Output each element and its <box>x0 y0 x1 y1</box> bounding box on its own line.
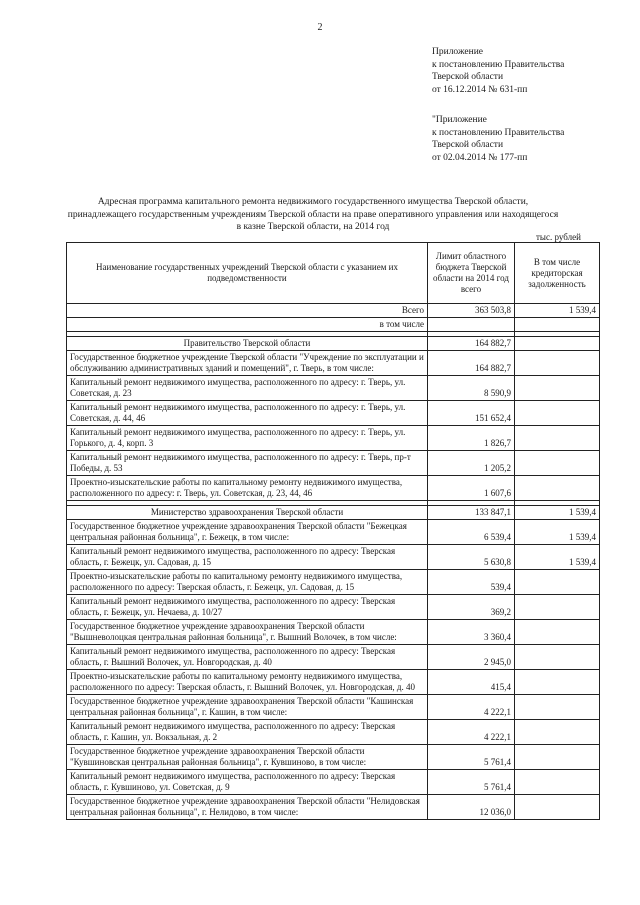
row-limit: 3 360,4 <box>428 620 515 645</box>
row-debt <box>515 595 600 620</box>
row-debt <box>515 670 600 695</box>
including-row <box>67 318 600 332</box>
section-limit: 164 882,7 <box>428 337 515 351</box>
units-label: тыс. рублей <box>536 232 581 242</box>
header-limit: Лимит областного бюджета Тверской области на 2014 год всего <box>428 243 515 304</box>
table-row <box>67 795 600 820</box>
row-debt <box>515 720 600 745</box>
section-heading-row <box>67 337 600 351</box>
row-limit: 12 036,0 <box>428 795 515 820</box>
row-name: Государственное бюджетное учреждение здравоохранения Тверской области "Вышневолоцкая центральная районная больница", г. Вышний Волочек, в том числе: <box>67 620 428 645</box>
row-limit: 5 630,8 <box>428 545 515 570</box>
table-row <box>67 770 600 795</box>
row-name: Капитальный ремонт недвижимого имущества, расположенного по адресу: Тверская область, г. Бежецк, ул. Садовая, д. 15 <box>67 545 428 570</box>
row-debt <box>515 426 600 451</box>
row-limit: 164 882,7 <box>428 351 515 376</box>
header-debt: В том числе кредиторская задолженность <box>515 243 600 304</box>
total-debt: 1 539,4 <box>515 304 600 318</box>
table-row <box>67 376 600 401</box>
total-label: Всего <box>67 304 428 318</box>
row-debt <box>515 570 600 595</box>
table-row <box>67 351 600 376</box>
table-row <box>67 720 600 745</box>
header-name: Наименование государственных учреждений Тверской области с указанием их подведомственности <box>67 243 428 304</box>
table-row <box>67 745 600 770</box>
table-row <box>67 451 600 476</box>
row-limit: 539,4 <box>428 570 515 595</box>
row-name: Государственное бюджетное учреждение Тверской области "Учреждение по эксплуатации и обслуживанию административных зданий и помещений", г. Тверь, в том числе: <box>67 351 428 376</box>
document-title: Адресная программа капитального ремонта недвижимого государственного имущества Тверской области, принадлежащего государственным учреждениям Тверской области на праве оперативного управления или находящегося в казне Тверской области, на 2014 год <box>67 197 559 232</box>
row-debt <box>515 645 600 670</box>
table-row <box>67 670 600 695</box>
row-debt <box>515 620 600 645</box>
row-name: Проектно-изыскательские работы по капитальному ремонту недвижимого имущества, расположенного по адресу: Тверская область, г. Бежецк, ул. Садовая, д. 15 <box>67 570 428 595</box>
table-row <box>67 545 600 570</box>
table-row <box>67 476 600 501</box>
row-name: Капитальный ремонт недвижимого имущества, расположенного по адресу: Тверская область, г. Вышний Волочек, ул. Новгородская, д. 40 <box>67 645 428 670</box>
row-name: Капитальный ремонт недвижимого имущества, расположенного по адресу: Тверская область, г. Бежецк, ул. Нечаева, д. 10/27 <box>67 595 428 620</box>
row-limit: 5 761,4 <box>428 770 515 795</box>
section-limit: 133 847,1 <box>428 506 515 520</box>
row-name: Государственное бюджетное учреждение здравоохранения Тверской области "Бежецкая центральная районная больница", г. Бежецк, в том числе: <box>67 520 428 545</box>
row-name: Капитальный ремонт недвижимого имущества, расположенного по адресу: Тверская область, г. Кашин, ул. Вокзальная, д. 2 <box>67 720 428 745</box>
table-row <box>67 595 600 620</box>
table-row <box>67 520 600 545</box>
row-limit: 6 539,4 <box>428 520 515 545</box>
row-name: Капитальный ремонт недвижимого имущества, расположенного по адресу: Тверская область, г. Кувшиново, ул. Советская, д. 9 <box>67 770 428 795</box>
row-limit: 1 607,6 <box>428 476 515 501</box>
row-name: Проектно-изыскательские работы по капитальному ремонту недвижимого имущества, расположенного по адресу: Тверская область, г. Вышний Волочек, ул. Новгородская, д. 40 <box>67 670 428 695</box>
row-name: Капитальный ремонт недвижимого имущества, расположенного по адресу: г. Тверь, ул. Горького, д. 4, корп. 3 <box>67 426 428 451</box>
row-name: Капитальный ремонт недвижимого имущества, расположенного по адресу: г. Тверь, ул. Советская, д. 23 <box>67 376 428 401</box>
section-debt: 1 539,4 <box>515 506 600 520</box>
row-limit: 8 590,9 <box>428 376 515 401</box>
row-limit: 4 222,1 <box>428 720 515 745</box>
section-heading-row <box>67 506 600 520</box>
section-debt <box>515 337 600 351</box>
row-name: Капитальный ремонт недвижимого имущества, расположенного по адресу: г. Тверь, пр-т Победы, д. 53 <box>67 451 428 476</box>
row-limit: 369,2 <box>428 595 515 620</box>
including-label: в том числе <box>67 318 428 332</box>
row-debt <box>515 351 600 376</box>
appendix-note-new: Приложение к постановлению Правительства Тверской области от 16.12.2014 № 631-пп <box>432 47 565 95</box>
table-row <box>67 645 600 670</box>
row-limit: 415,4 <box>428 670 515 695</box>
total-limit: 363 503,8 <box>428 304 515 318</box>
row-name: Государственное бюджетное учреждение здравоохранения Тверской области "Кувшиновская центральная районная больница", г. Кувшиново, в том числе: <box>67 745 428 770</box>
row-debt <box>515 376 600 401</box>
section-name: Министерство здравоохранения Тверской области <box>67 506 428 520</box>
row-name: Проектно-изыскательские работы по капитальному ремонту недвижимого имущества, расположенного по адресу: г. Тверь, ул. Советская, д. 23, 44, 46 <box>67 476 428 501</box>
including-debt <box>515 318 600 332</box>
row-debt: 1 539,4 <box>515 520 600 545</box>
table-header-row <box>67 243 600 304</box>
row-debt <box>515 401 600 426</box>
table-row <box>67 695 600 720</box>
row-limit: 151 652,4 <box>428 401 515 426</box>
page-number: 2 <box>317 22 323 33</box>
row-debt: 1 539,4 <box>515 545 600 570</box>
total-row <box>67 304 600 318</box>
table-row <box>67 401 600 426</box>
row-debt <box>515 695 600 720</box>
row-limit: 1 205,2 <box>428 451 515 476</box>
row-name: Государственное бюджетное учреждение здравоохранения Тверской области "Кашинская центральная районная больница", г. Кашин, в том числе: <box>67 695 428 720</box>
row-limit: 5 761,4 <box>428 745 515 770</box>
row-debt <box>515 770 600 795</box>
table-row <box>67 426 600 451</box>
row-debt <box>515 476 600 501</box>
row-limit: 4 222,1 <box>428 695 515 720</box>
program-table <box>66 242 600 820</box>
row-limit: 2 945,0 <box>428 645 515 670</box>
appendix-note-original: "Приложение к постановлению Правительства Тверской области от 02.04.2014 № 177-пп <box>432 115 565 163</box>
table-row <box>67 570 600 595</box>
row-name: Государственное бюджетное учреждение здравоохранения Тверской области "Нелидовская центральная районная больница", г. Нелидово, в том числе: <box>67 795 428 820</box>
table-row <box>67 620 600 645</box>
row-debt <box>515 451 600 476</box>
section-name: Правительство Тверской области <box>67 337 428 351</box>
including-limit <box>428 318 515 332</box>
row-debt <box>515 745 600 770</box>
row-limit: 1 826,7 <box>428 426 515 451</box>
row-debt <box>515 795 600 820</box>
row-name: Капитальный ремонт недвижимого имущества, расположенного по адресу: г. Тверь, ул. Советская, д. 44, 46 <box>67 401 428 426</box>
